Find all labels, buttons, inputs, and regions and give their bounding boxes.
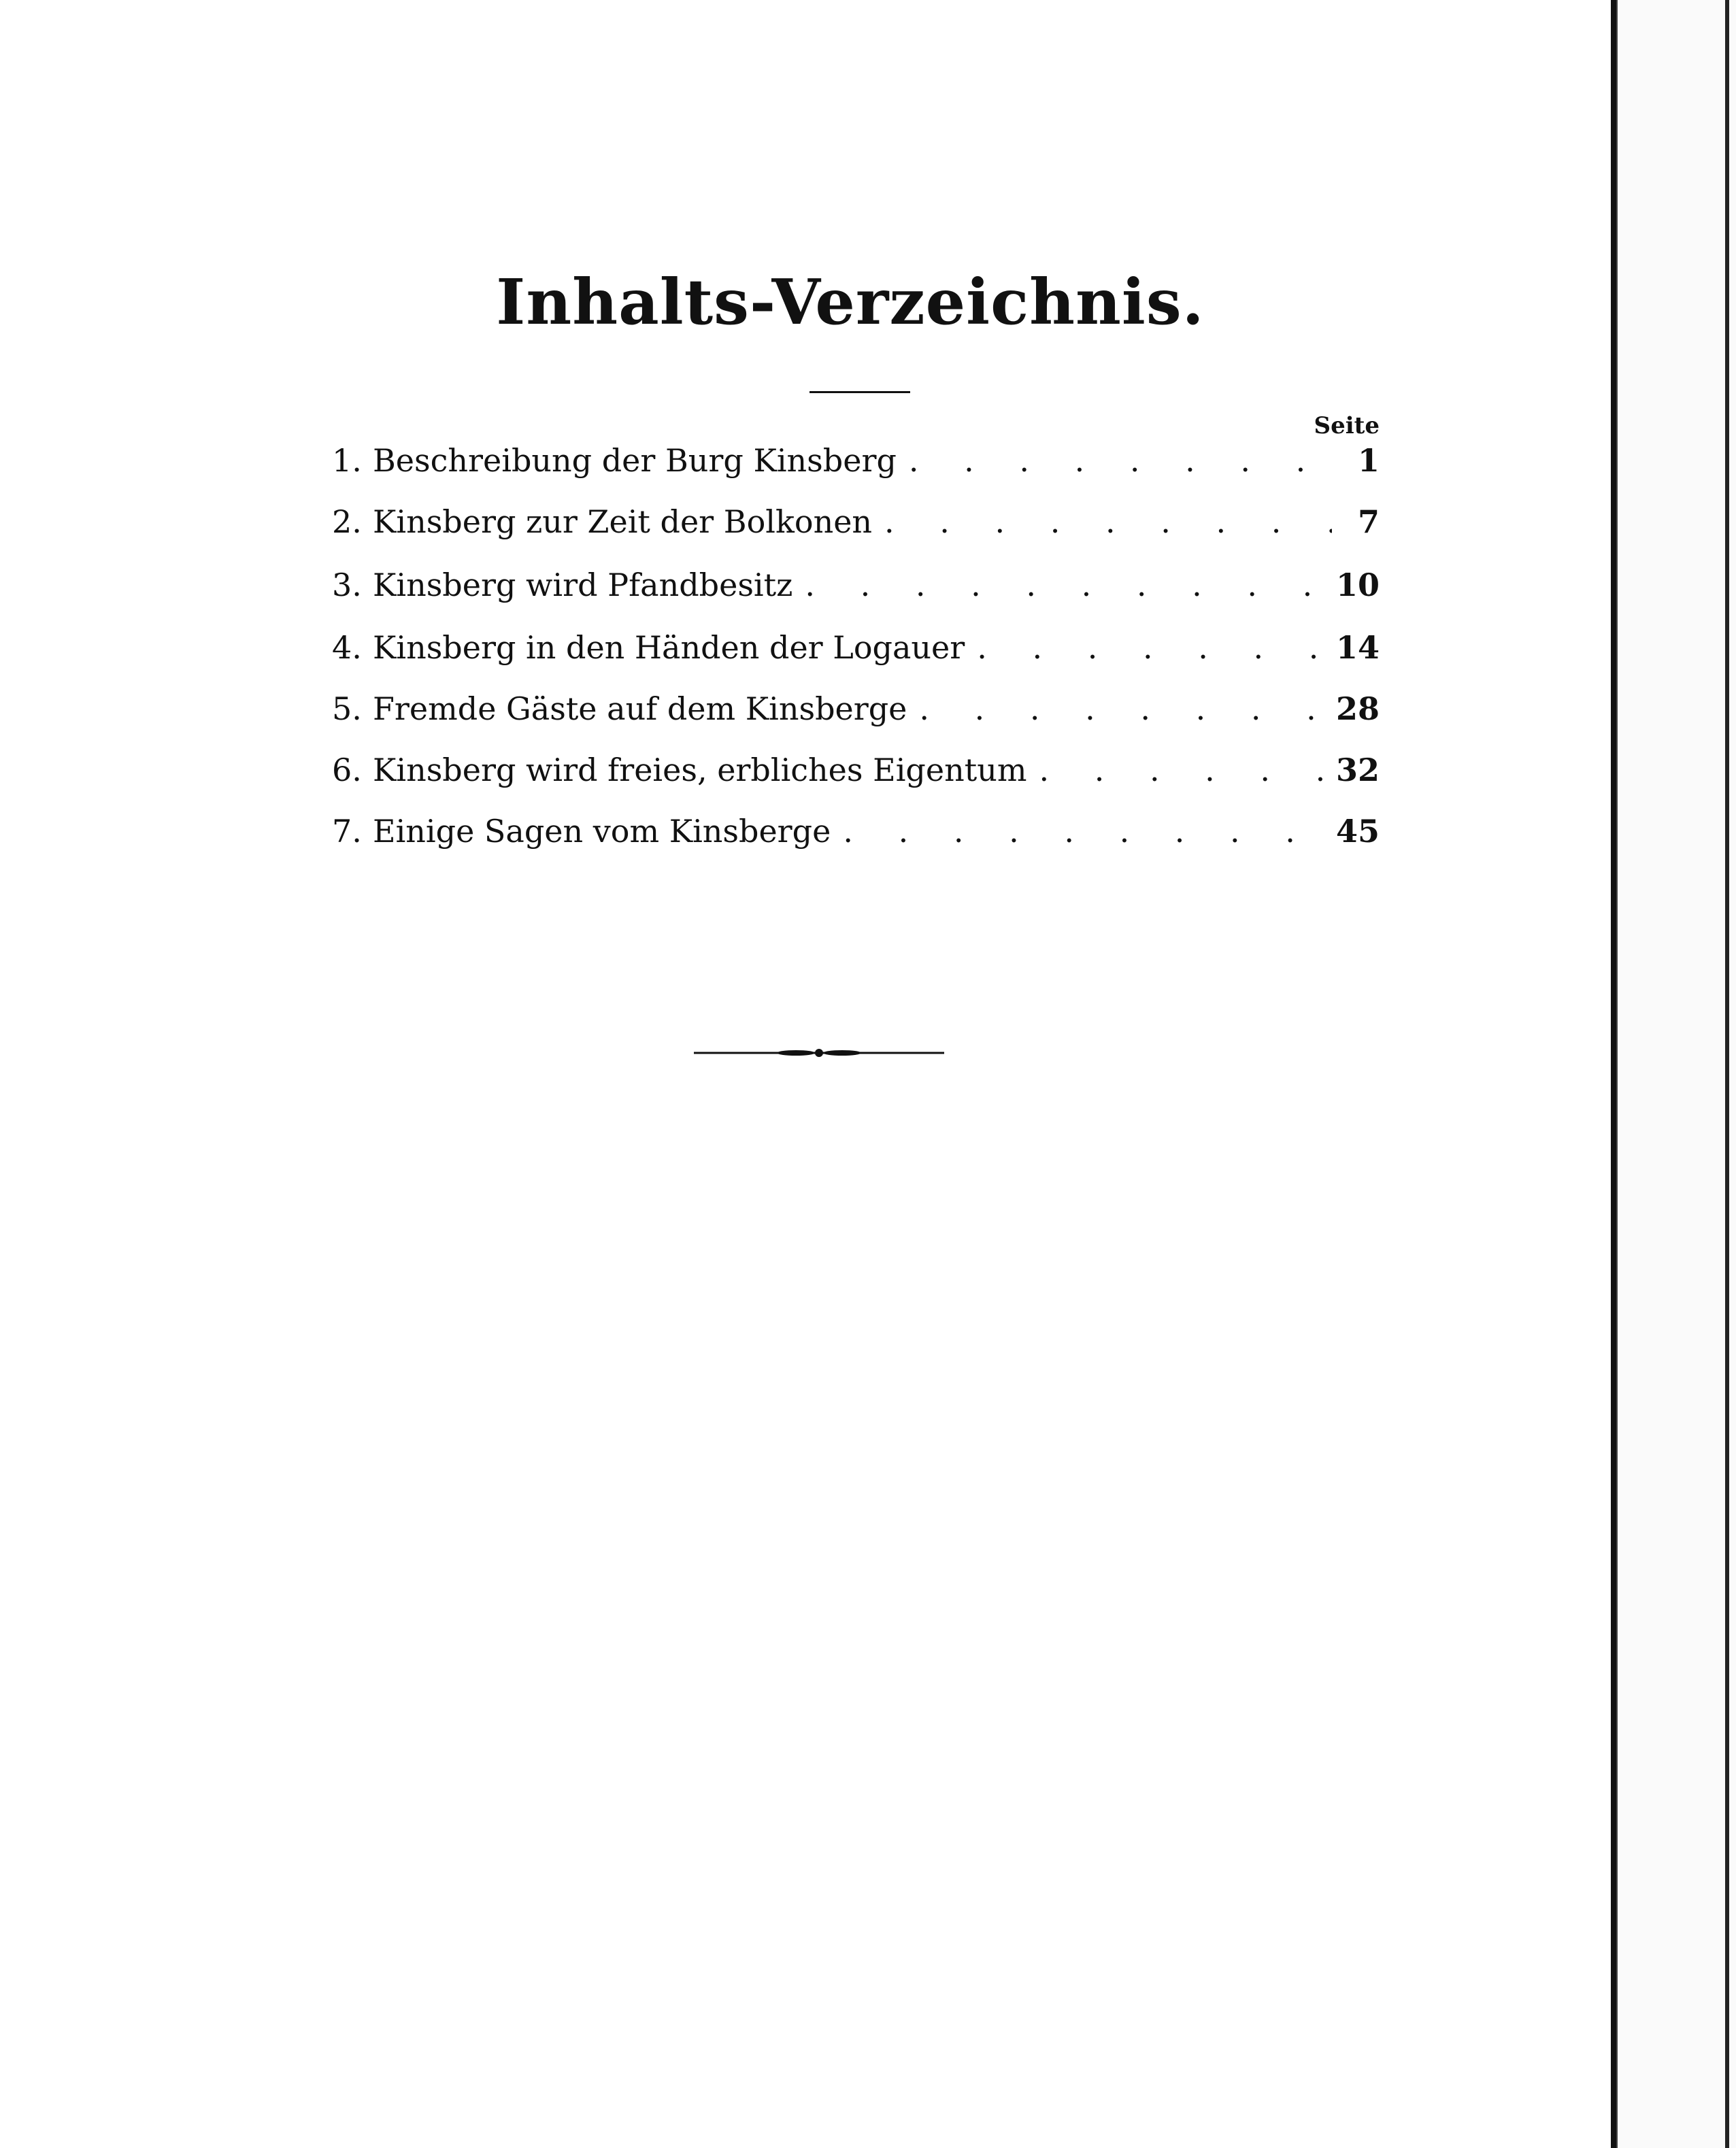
title-rule [809,391,910,393]
ornament-divider [694,1047,944,1058]
entry-title: Kinsberg in den Händen der Logauer [373,629,965,666]
entry-number: 2. [332,503,362,540]
page-column-label: Seite [1314,412,1380,439]
leader-dots [1026,752,1332,788]
toc-entry [332,629,1380,677]
toc-entry [332,567,1380,614]
entry-page: 32 [1335,752,1380,788]
leader-dots [965,629,1332,666]
toc-entry [332,503,1380,551]
entry-number: 3. [332,567,362,603]
entry-page: 28 [1335,690,1380,727]
entry-page: 45 [1335,813,1380,850]
toc-entry [332,442,1380,490]
leader-dots [831,813,1332,850]
entry-page: 1 [1357,442,1380,479]
entry-number: 1. [332,442,362,479]
entry-title: Fremde Gäste auf dem Kinsberge [373,690,907,727]
leader-dots [872,503,1332,540]
entry-number: 4. [332,629,362,666]
page-border [1725,0,1729,2148]
leader-dots [897,442,1332,479]
leader-dots [792,567,1332,603]
toc-entry [332,813,1380,860]
entry-number: 6. [332,752,362,788]
entry-number: 7. [332,813,362,850]
entry-number: 5. [332,690,362,727]
entry-title: Kinsberg zur Zeit der Bolkonen [373,503,873,540]
leader-dots [907,690,1332,727]
entry-page: 10 [1335,567,1380,603]
entry-page: 7 [1357,503,1380,540]
page-title: Inhalts-Verzeichnis. [496,265,1205,339]
entry-page: 14 [1335,629,1380,666]
page-edge [1616,0,1736,2148]
entry-title: Einige Sagen vom Kinsberge [373,813,831,850]
binding-line [1611,0,1616,2148]
entry-title: Beschreibung der Burg Kinsberg [373,442,897,479]
toc-entry [332,690,1380,738]
entry-title: Kinsberg wird freies, erbliches Eigentum [373,752,1027,788]
toc-entry [332,752,1380,799]
entry-title: Kinsberg wird Pfandbesitz [373,567,793,603]
